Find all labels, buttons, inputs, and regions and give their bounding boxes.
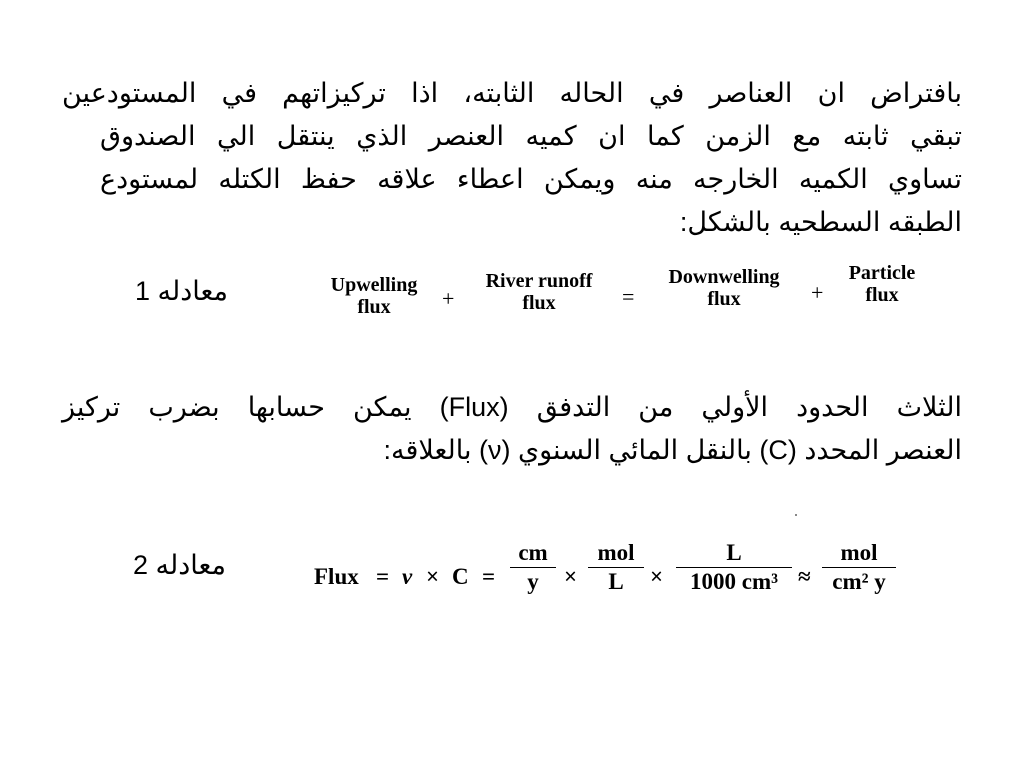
- equation-2-label: معادله 2: [133, 550, 226, 580]
- equation-2-fraction-mol-per-l: mol L: [588, 540, 644, 595]
- equation-1: [314, 262, 934, 328]
- paragraph-2-line-2: العنصر المحدد (C) بالنقل المائي السنوي (ν) بالعلاقه:: [383, 435, 962, 465]
- paragraph-1-line-4: الطبقه السطحيه بالشكل:: [679, 207, 962, 237]
- paragraph-1-line-3: تساوي الكميه الخارجه منه ويمكن اعطاء علاقه حفظ الكتله لمستودع: [100, 164, 962, 194]
- equation-2: [314, 538, 914, 618]
- paragraph-1-line-1: بافتراض ان العناصر في الحاله الثابته، اذا تركيزاتهم في المستودعين: [62, 78, 962, 108]
- equation-2-fraction-mol-per-cm2y: mol cm² y: [822, 540, 896, 595]
- equation-1-plus-2: +: [811, 280, 824, 305]
- equation-1-plus-1: +: [442, 286, 455, 311]
- paragraph-2: [62, 386, 962, 472]
- equation-2-times-2: ×: [564, 564, 578, 589]
- equation-1-term-river-runoff: River runoff flux: [485, 270, 593, 314]
- equation-1-term-downwelling: Downwelling flux: [668, 266, 780, 310]
- equation-2-times-3: ×: [650, 564, 664, 589]
- paragraph-1: [62, 72, 962, 244]
- equation-2-approx: ≈: [798, 564, 811, 589]
- stray-dot: [795, 514, 797, 516]
- paragraph-1-line-2: تبقي ثابته مع الزمن كما ان كميه العنصر الذي ينتقل الي الصندوق: [100, 121, 962, 151]
- equation-1-term-particle: Particle flux: [848, 262, 916, 306]
- equation-2-times-1: ×: [426, 564, 440, 589]
- equation-2-equals-2: =: [482, 564, 496, 589]
- equation-2-fraction-l-per-1000cm3: L 1000 cm³: [676, 540, 792, 595]
- equation-1-term-upwelling: Upwelling flux: [330, 274, 418, 318]
- paragraph-2-line-1: الثلاث الحدود الأولي من التدفق (Flux) يمكن حسابها بضرب تركيز: [62, 392, 962, 422]
- equation-2-equals-1: =: [376, 564, 390, 589]
- equation-2-fraction-cm-per-y: cm y: [510, 540, 556, 595]
- equation-1-equals: =: [622, 284, 635, 309]
- equation-2-c: C: [452, 564, 469, 589]
- equation-1-label: معادله 1: [135, 276, 228, 306]
- equation-2-v: v: [402, 564, 413, 589]
- equation-2-flux: Flux: [314, 564, 359, 589]
